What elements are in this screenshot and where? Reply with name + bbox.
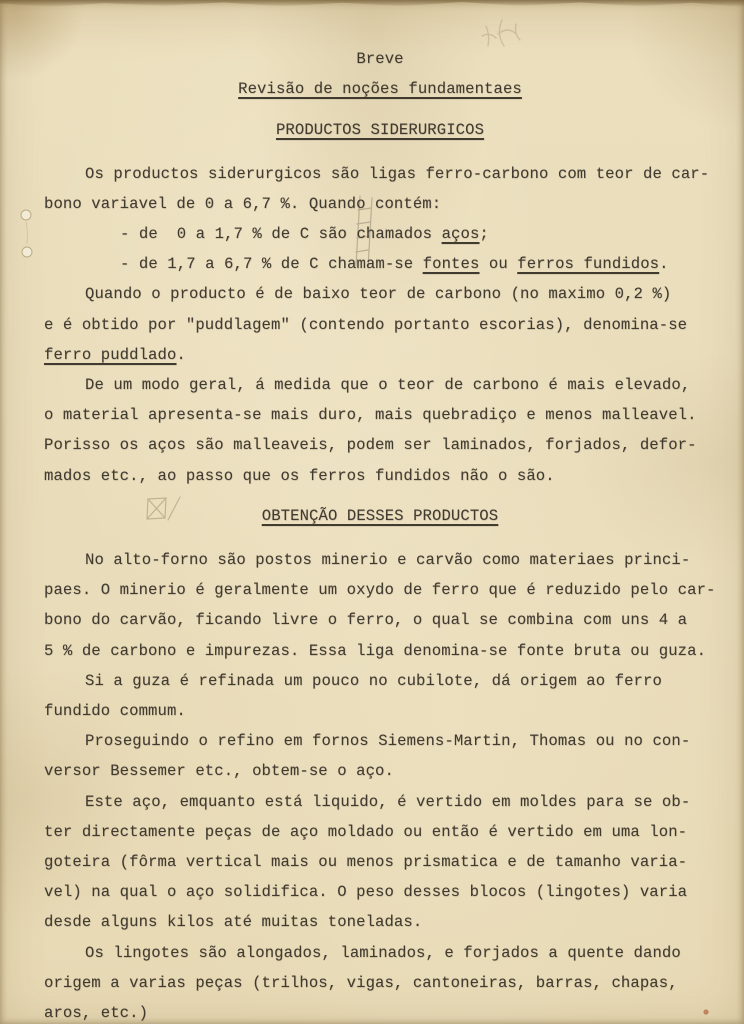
text-segment: bono variavel de 0 a 6,7 %. Quando contém: [44,194,442,213]
text-segment: Os lingotes são alongados, laminados, e forjados a quente dando [85,943,681,962]
text-segment: Os productos siderurgicos são ligas ferro-carbono com teor de car- [85,164,710,183]
title-text: Breve [356,50,404,68]
section-heading [44,501,716,531]
heading-text: PRODUCTOS SIDERURGICOS [275,121,485,140]
text-segment: e é obtido por "puddlagem" (contendo portanto escorias), denomina-se [44,315,688,334]
text-segment: mados etc., ao passo que os ferros fundidos não o são. [44,466,555,485]
text-line [44,907,716,937]
text-line [44,968,716,998]
underlined-term: fontes [422,255,480,274]
text-segment: No alto-forno são postos minerio e carvão como materiaes princi- [85,551,691,570]
text-line [44,696,716,726]
text-segment: Este aço, emquanto está liquido, é vertido em moldes para se ob- [85,792,691,811]
text-line [44,575,716,605]
text-segment: Proseguindo o refino em fornos Siemens-Martin, Thomas ou no con- [85,732,691,751]
text-segment: goteira (fôrma vertical mais ou menos prismatica e de tamanho varia- [44,853,688,872]
text-segment: o material apresenta-se mais duro, mais quebradiço e menos malleavel. [44,406,697,425]
text-line [44,998,716,1024]
text-line [44,159,716,189]
text-line [44,370,716,400]
text-line [44,310,716,340]
underlined-term: ferros fundidos [517,255,660,274]
text-segment: fundido commum. [44,702,186,721]
text-segment: . [176,345,186,364]
text-line [44,847,716,877]
text-segment: De um modo geral, á medida que o teor de carbono é mais elevado, [85,376,691,395]
text-line [44,877,716,907]
text-line [44,400,716,430]
text-segment: ; [479,225,489,244]
text-segment: aros, etc.) [44,1004,149,1023]
heading-text: OBTENÇÃO DESSES PRODUCTOS [261,506,499,525]
text-segment: versor Bessemer etc., obtem-se o aço. [44,762,394,781]
text-segment: Si a guza é refinada um pouco no cubilote, dá origem ao ferro [85,671,662,690]
text-line [44,726,716,756]
text-line [44,756,716,786]
text-segment: ou [479,255,518,274]
text-segment: Quando o producto é de baixo teor de carbono (no maximo 0,2 %) [85,285,672,304]
text-line [44,787,716,817]
text-line [44,817,716,847]
text-line [44,430,716,460]
text-line [44,249,716,279]
text-segment: . [659,255,669,274]
text-line [44,636,716,666]
text-segment: bono do carvão, ficando livre o ferro, o qual se combina com uns 4 a [44,611,688,630]
text-line [44,340,716,370]
underlined-term: ferro puddlado [44,345,177,364]
page-title [44,44,716,74]
text-segment: origem a varias peças (trilhos, vigas, cantoneiras, barras, chapas, [44,973,678,992]
text-line [44,545,716,575]
text-segment: paes. O minerio é geralmente um oxydo de ferro que é reduzido pelo car- [44,581,716,600]
section-heading [44,115,716,145]
text-segment: Porisso os aços são malleaveis, podem ser laminados, forjados, defor- [44,436,697,455]
text-line [44,461,716,491]
text-segment: ter directamente peças de aço moldado ou então é vertido em uma lon- [44,822,688,841]
text-line [44,666,716,696]
text-line [44,279,716,309]
text-segment: vel) na qual o aço solidifica. O peso desses blocos (lingotes) varia [44,883,688,902]
text-segment: desde alguns kilos até muitas toneladas. [44,913,423,932]
text-line [44,189,716,219]
subtitle-text: Revisão de noções fundamentaes [238,80,522,99]
text-line [44,219,716,249]
text-line [44,938,716,968]
text-line [44,605,716,635]
text-segment: - de 0 a 1,7 % de C são chamados [120,225,442,244]
text-segment: - de 1,7 a 6,7 % de C chamam-se [120,255,423,274]
text-segment: 5 % de carbono e impurezas. Essa liga denomina-se fonte bruta ou guza. [44,641,707,660]
underlined-term: aços [441,225,480,244]
page-subtitle [44,74,716,104]
